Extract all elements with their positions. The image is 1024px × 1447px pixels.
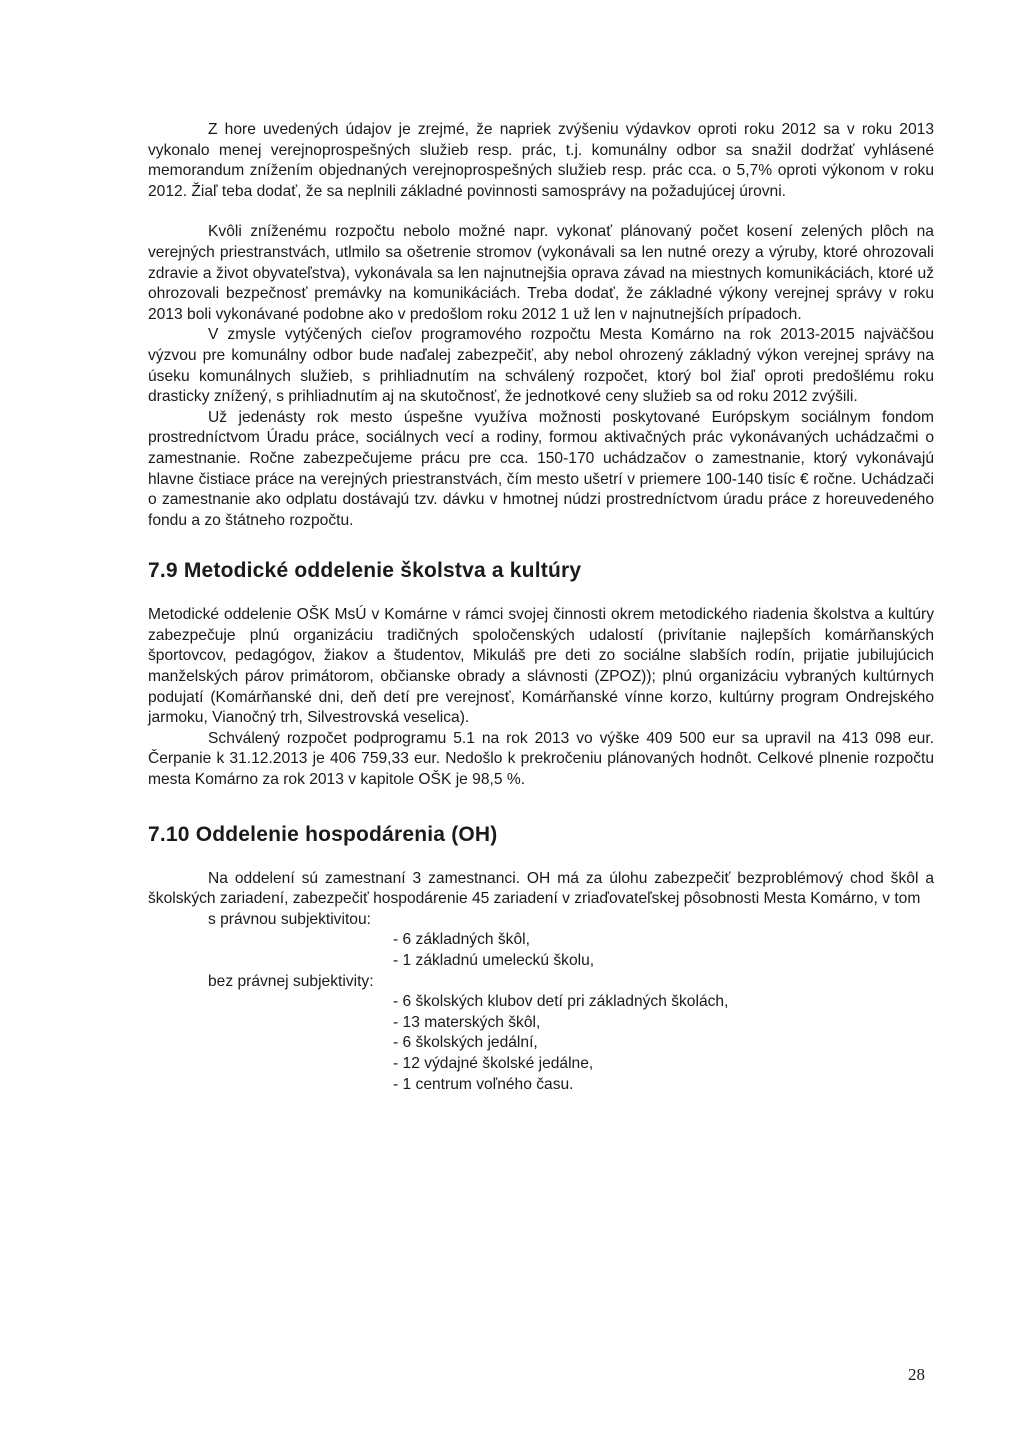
list-item: - 6 školských jedální, [393, 1034, 538, 1052]
paragraph-osk-activities: Metodické oddelenie OŠK MsÚ v Komárne v rámci svojej činnosti okrem metodického riadenia školstva a kultúry zabezpečuje plnú organizáciu tradičných spoločenských udalostí (privítanie najlepších komárňanských športovcov, pedagógov, žiakov a študentov, Mikuláš pre deti zo sociálne slabších rodín, prijatie jubilujúcich manželských párov primátorom, občianske obrady a slávnosti (ZPOZ)); plnú organizáciu vybraných kultúrnych podujatí (Komárňanské dni, deň detí pre verejnosť, Komárňanské vínne korzo, kultúrny program Ondrejského jarmoku, Vianočný trh, Silvestrovská veselica). [148, 606, 934, 727]
section-heading-7-10: 7.10 Oddelenie hospodárenia (OH) [148, 822, 498, 846]
list-item: - 13 materských škôl, [393, 1013, 541, 1031]
paragraph-oh-description: Na oddelení sú zamestnaní 3 zamestnanci. OH má za úlohu zabezpečiť bezproblémový chod škôl a školských zariadení, zabezpečiť hospodárenie 45 zariadení v zriaďovateľskej pôsobnosti Mesta Komárno, v tom [148, 869, 934, 908]
section-heading-7-9: 7.9 Metodické oddelenie školstva a kultúry [148, 559, 582, 583]
list-item: - 12 výdajné školské jedálne, [393, 1054, 594, 1072]
paragraph-program-goals: V zmysle vytýčených cieľov programového rozpočtu Mesta Komárno na rok 2013-2015 najväčšou výzvou pre komunálny odbor bude naďalej zabezpečiť, aby nebol ohrozený základný výkon verejnej správy na úseku komunálnych služieb, s prihliadnutím na schválený rozpočet, ktorý bol žiaľ oproti predošlému roku drasticky znížený, s prihliadnutím aj na skutočnosť, že jednotkové ceny služieb sa od roku 2012 zvýšili. [148, 326, 934, 406]
document-page [148, 120, 934, 1095]
page-number: 28 [908, 1365, 925, 1384]
paragraph-osk-budget: Schválený rozpočet podprogramu 5.1 na rok 2013 vo výške 409 500 eur sa upravil na 413 098 eur. Čerpanie k 31.12.2013 je 406 759,33 eur. Nedošlo k prekročeniu plánovaných hodnôt. Celkové plnenie rozpočtu mesta Komárno za rok 2013 v kapitole OŠK je 98,5 %. [148, 729, 934, 789]
without-legal-subjectivity-label: bez právnej subjektivity: [208, 972, 374, 990]
paragraph-expenditure-summary: Z hore uvedených údajov je zrejmé, že napriek zvýšeniu výdavkov oproti roku 2012 sa v roku 2013 vykonalo menej verejnoprospešných služieb resp. prác, t.j. komunálny odbor sa snažil dodržať vyhlásené memorandum znížením objednaných verejnoprospešných služieb resp. prác cca. o 5,7% oproti výkonom v roku 2012. Žiaľ teba dodať, že sa neplnili základné povinnosti samosprávy na požadujúcej úrovni. [148, 121, 934, 200]
list-item: - 6 školských klubov detí pri základných školách, [393, 993, 729, 1011]
paragraph-activation-work: Už jedenásty rok mesto úspešne využíva možnosti poskytované Európskym sociálnym fondom prostredníctvom Úradu práce, sociálnych vecí a rodiny, formou aktivačných prác vykonávaných uchádzačmi o zamestnanie. Ročne zabezpečujeme prácu pre cca. 150-170 uchádzačov o zamestnanie, ktorý vykonávajú hlavne čistiace práce na verejných priestranstvách, čím mesto ušetrí v priemere 100-140 tisíc € ročne. Uchádzači o zamestnanie ako odplatu dostávajú tzv. dávku v hmotnej núdzi prostredníctvom úradu práce z horeuvedeného fondu a zo štátneho rozpočtu. [148, 408, 934, 529]
list-item: - 1 základnú umeleckú školu, [393, 952, 595, 969]
with-legal-subjectivity-label: s právnou subjektivitou: [208, 910, 371, 928]
list-item: - 1 centrum voľného času. [393, 1075, 574, 1093]
list-item: - 6 základných škôl, [393, 931, 530, 949]
paragraph-budget-cuts: Kvôli zníženému rozpočtu nebolo možné napr. vykonať plánovaný počet kosení zelených plôch na verejných priestranstvách, utlmilo sa ošetrenie stromov (vykonávali sa len nutné orezy a výruby, ktoré ohrozovali zdravie a život obyvateľstva), vykonávala sa len najnutnejšia oprava závad na miestnych komunikáciách, ktoré už ohrozovali bezpečnosť premávky na komunikáciách. Treba dodať, že základné výkony verejnej správy v roku 2013 boli vykonávané podobne ako v predošlom roku 2012 1 už len v najnutnejších prípadoch. [148, 223, 934, 323]
